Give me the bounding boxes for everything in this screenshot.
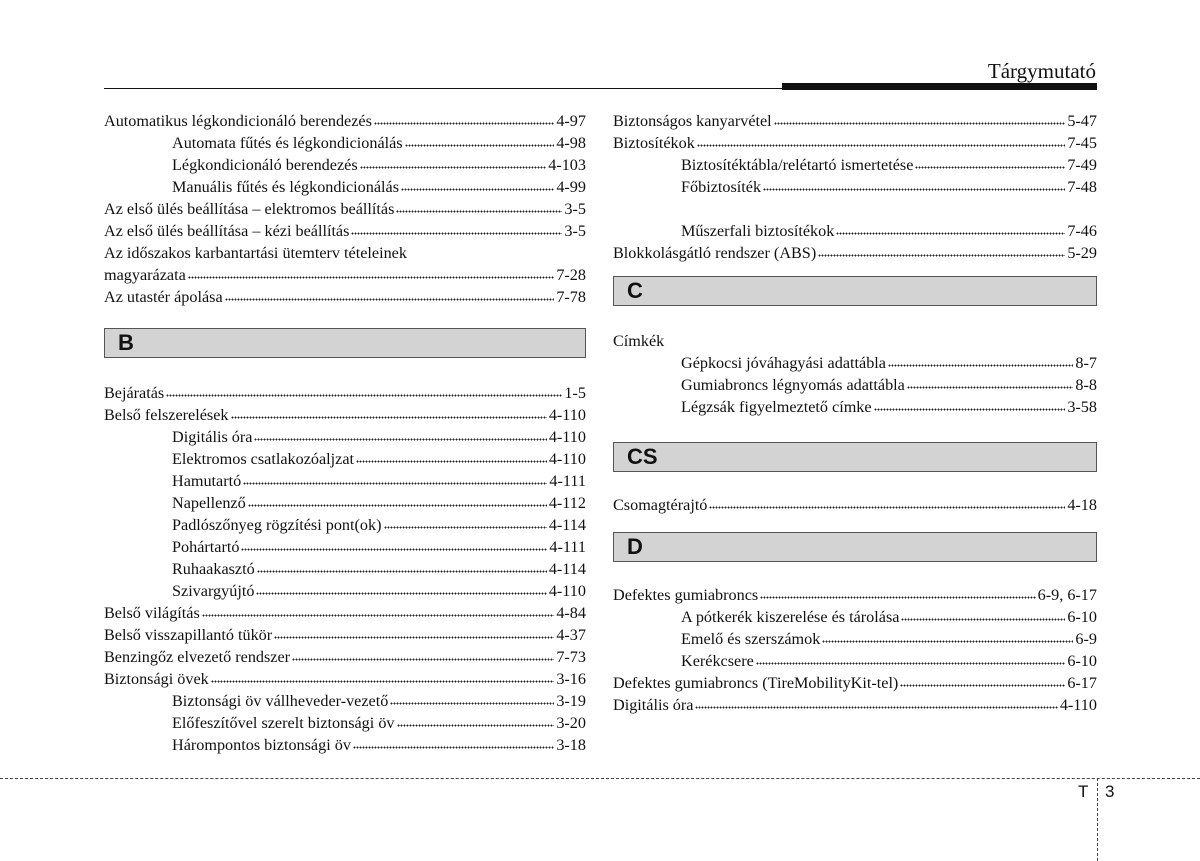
entry-term: Belső visszapillantó tükör <box>104 626 273 644</box>
index-entry <box>104 404 586 426</box>
index-entry <box>104 448 586 470</box>
index-entry <box>613 374 1097 396</box>
entry-page: 3-18 <box>556 736 586 754</box>
entry-page: 4-37 <box>556 626 586 644</box>
index-entry <box>104 198 586 220</box>
index-entry <box>104 176 586 198</box>
dot-leader <box>257 564 547 574</box>
entry-page: 7-48 <box>1067 178 1097 196</box>
section-letter-c: C <box>613 276 1097 306</box>
dot-leader <box>756 656 1066 666</box>
entry-term: Légzsák figyelmeztető címke <box>681 398 872 416</box>
entry-term: Műszerfali biztosítékok <box>681 222 835 240</box>
entry-term: Előfeszítővel szerelt biztonsági öv <box>172 714 395 732</box>
entry-list-cs <box>613 494 1097 516</box>
entry-page: 4-84 <box>556 604 586 622</box>
dot-leader <box>360 160 547 170</box>
index-column-right <box>613 110 1097 716</box>
entry-list-b-cont-2 <box>613 220 1097 264</box>
entry-term: Gépkocsi jóváhagyási adattábla <box>681 354 886 372</box>
entry-term: Az időszakos karbantartási ütemterv tételeinek <box>104 244 407 262</box>
entry-term: magyarázata <box>104 266 186 284</box>
entry-page: 4-112 <box>548 494 586 512</box>
index-entry <box>104 646 586 668</box>
entry-page: 3-19 <box>556 692 586 710</box>
entry-page: 5-47 <box>1067 112 1097 130</box>
entry-page: 3-20 <box>556 714 586 732</box>
index-entry <box>104 536 586 558</box>
entry-term: Defektes gumiabroncs (TireMobilityKit-tel) <box>613 674 899 692</box>
dot-leader <box>397 718 555 728</box>
dot-leader <box>822 634 1073 644</box>
index-entry <box>104 580 586 602</box>
index-entry <box>104 286 586 308</box>
entry-term: Manuális fűtés és légkondicionálás <box>172 178 400 196</box>
dot-leader <box>915 160 1065 170</box>
dot-leader <box>256 586 546 596</box>
dot-leader <box>836 226 1065 236</box>
dot-leader <box>202 608 555 618</box>
entry-page: 3-58 <box>1067 398 1097 416</box>
dot-leader <box>818 248 1065 258</box>
dot-leader <box>874 402 1066 412</box>
dot-leader <box>390 696 554 706</box>
entry-page: 6-9, 6-17 <box>1037 586 1097 604</box>
header-rule-thin <box>104 88 782 89</box>
index-entry <box>104 624 586 646</box>
entry-term: Elektromos csatlakozóaljzat <box>172 450 355 468</box>
entry-page: 4-111 <box>549 538 586 556</box>
entry-page: 4-110 <box>548 406 586 424</box>
index-entry <box>613 110 1097 132</box>
index-entry <box>104 602 586 624</box>
entry-page: 4-110 <box>548 428 586 446</box>
entry-page: 4-110 <box>548 450 586 468</box>
entry-page: 4-114 <box>548 516 586 534</box>
entry-list-b-cont <box>613 110 1097 198</box>
index-entry <box>613 352 1097 374</box>
index-entry <box>613 650 1097 672</box>
dot-leader <box>241 542 547 552</box>
entry-page: 7-45 <box>1067 134 1097 152</box>
index-entry <box>104 690 586 712</box>
entry-term: Napellenző <box>172 494 246 512</box>
index-entry <box>613 694 1097 716</box>
index-entry <box>613 628 1097 650</box>
dot-leader <box>243 476 547 486</box>
index-entry <box>613 176 1097 198</box>
entry-list-d <box>613 584 1097 716</box>
index-entry <box>104 514 586 536</box>
entry-page: 6-17 <box>1067 674 1097 692</box>
entry-term: Biztosítékok <box>613 134 695 152</box>
entry-term: Hárompontos biztonsági öv <box>172 736 351 754</box>
dot-leader <box>356 454 547 464</box>
entry-term: Automatikus légkondicionáló berendezés <box>104 112 372 130</box>
entry-term: Biztonsági övek <box>104 670 209 688</box>
entry-term: Szivargyújtó <box>172 582 255 600</box>
entry-term: Digitális óra <box>613 696 694 714</box>
index-entry <box>104 264 586 286</box>
entry-term: Hamutartó <box>172 472 242 490</box>
section-letter-b: B <box>104 328 586 358</box>
dot-leader <box>231 410 547 420</box>
entry-term: Benzingőz elvezető rendszer <box>104 648 291 666</box>
index-entry <box>104 558 586 580</box>
entry-list-b <box>104 382 586 756</box>
dot-leader <box>760 590 1035 600</box>
entry-term: Főbiztosíték <box>681 178 762 196</box>
index-entry <box>613 220 1097 242</box>
index-entry <box>104 668 586 690</box>
entry-term: Pohártartó <box>172 538 240 556</box>
dot-leader <box>274 630 554 640</box>
entry-term: A pótkerék kiszerelése és tárolása <box>681 608 900 626</box>
entry-term: Belső felszerelések <box>104 406 229 424</box>
entry-page: 4-111 <box>549 472 586 490</box>
entry-list-a <box>104 110 586 242</box>
index-column-left <box>104 110 586 756</box>
entry-term: Biztosítéktábla/relétartó ismertetése <box>681 156 914 174</box>
entry-term: Címkék <box>613 332 665 350</box>
entry-page: 4-99 <box>556 178 586 196</box>
dot-leader <box>188 270 555 280</box>
entry-term: Bejáratás <box>104 384 165 402</box>
index-entry <box>104 154 586 176</box>
footer-page-number: 3 <box>1105 782 1115 801</box>
page-title: Tárgymutató <box>987 59 1096 83</box>
index-entry <box>104 242 586 264</box>
index-entry <box>613 154 1097 176</box>
entry-page: 6-9 <box>1075 630 1097 648</box>
dot-leader <box>695 700 1057 710</box>
entry-page: 1-5 <box>564 384 586 402</box>
entry-page: 7-46 <box>1067 222 1097 240</box>
entry-term: Az utastér ápolása <box>104 288 223 306</box>
entry-page: 6-10 <box>1067 652 1097 670</box>
entry-term: Belső világítás <box>104 604 200 622</box>
dot-leader <box>763 182 1065 192</box>
dot-leader <box>900 678 1065 688</box>
index-entry <box>104 110 586 132</box>
entry-page: 4-98 <box>556 134 586 152</box>
header-rule-thick <box>782 83 1097 90</box>
index-entry <box>613 132 1097 154</box>
entry-page: 3-5 <box>564 200 586 218</box>
dot-leader <box>225 292 555 302</box>
entry-page: 6-10 <box>1067 608 1097 626</box>
entry-page: 4-110 <box>548 582 586 600</box>
index-entry <box>104 492 586 514</box>
dot-leader <box>254 432 546 442</box>
entry-page: 4-18 <box>1067 496 1097 514</box>
dot-leader <box>211 674 555 684</box>
entry-page: 7-78 <box>556 288 586 306</box>
dot-leader <box>351 226 562 236</box>
footer-dashed-rule <box>0 778 1200 779</box>
entry-page: 3-5 <box>564 222 586 240</box>
entry-term: Padlószőnyeg rögzítési pont(ok) <box>172 516 382 534</box>
dot-leader <box>401 182 554 192</box>
footer-section-letter: T <box>1078 782 1089 801</box>
section-letter-d: D <box>613 532 1097 562</box>
index-entry <box>613 396 1097 418</box>
entry-page: 3-16 <box>556 670 586 688</box>
entry-term: Emelő és szerszámok <box>681 630 821 648</box>
entry-term: Csomagtérajtó <box>613 496 708 514</box>
dot-leader <box>396 204 562 214</box>
entry-page: 7-73 <box>556 648 586 666</box>
index-entry <box>104 426 586 448</box>
index-entry <box>613 584 1097 606</box>
index-entry <box>613 242 1097 264</box>
entry-page: 4-97 <box>556 112 586 130</box>
entry-page: 4-114 <box>548 560 586 578</box>
index-entry <box>613 330 1097 352</box>
entry-page: 4-103 <box>548 156 586 174</box>
dot-leader <box>248 498 547 508</box>
entry-term: Biztonságos kanyarvétel <box>613 112 772 130</box>
dot-leader <box>774 116 1066 126</box>
dot-leader <box>374 116 554 126</box>
dot-leader <box>901 612 1065 622</box>
footer-vertical-dashed-rule <box>1097 778 1098 861</box>
entry-term: Gumiabroncs légnyomás adattábla <box>681 376 905 394</box>
index-entry <box>613 606 1097 628</box>
entry-term: Automata fűtés és légkondicionálás <box>172 134 403 152</box>
entry-term: Blokkolásgátló rendszer (ABS) <box>613 244 817 262</box>
entry-page: 4-110 <box>1059 696 1097 714</box>
entry-list-c <box>613 352 1097 418</box>
index-entry <box>104 220 586 242</box>
entry-term: Kerékcsere <box>681 652 754 670</box>
index-entry <box>104 382 586 404</box>
entry-page: 7-28 <box>556 266 586 284</box>
dot-leader <box>907 380 1074 390</box>
entry-term: Biztonsági öv vállheveder-vezető <box>172 692 389 710</box>
entry-page: 5-29 <box>1067 244 1097 262</box>
index-entry <box>104 734 586 756</box>
index-entry <box>104 470 586 492</box>
dot-leader <box>292 652 554 662</box>
section-letter-cs: CS <box>613 442 1097 472</box>
entry-page: 7-49 <box>1067 156 1097 174</box>
entry-term: Az első ülés beállítása – elektromos beállítás <box>104 200 395 218</box>
index-entry <box>104 712 586 734</box>
index-entry <box>613 672 1097 694</box>
dot-leader <box>888 358 1073 368</box>
entry-term: Digitális óra <box>172 428 253 446</box>
dot-leader <box>384 520 547 530</box>
entry-page: 8-7 <box>1075 354 1097 372</box>
entry-term: Légkondicionáló berendezés <box>172 156 358 174</box>
dot-leader <box>166 388 562 398</box>
dot-leader <box>353 740 554 750</box>
dot-leader <box>405 138 555 148</box>
index-entry <box>613 494 1097 516</box>
entry-term: Ruhaakasztó <box>172 560 255 578</box>
entry-page: 8-8 <box>1075 376 1097 394</box>
index-entry <box>104 132 586 154</box>
dot-leader <box>709 500 1065 510</box>
dot-leader <box>697 138 1065 148</box>
entry-term: Az első ülés beállítása – kézi beállítás <box>104 222 350 240</box>
entry-term: Defektes gumiabroncs <box>613 586 759 604</box>
